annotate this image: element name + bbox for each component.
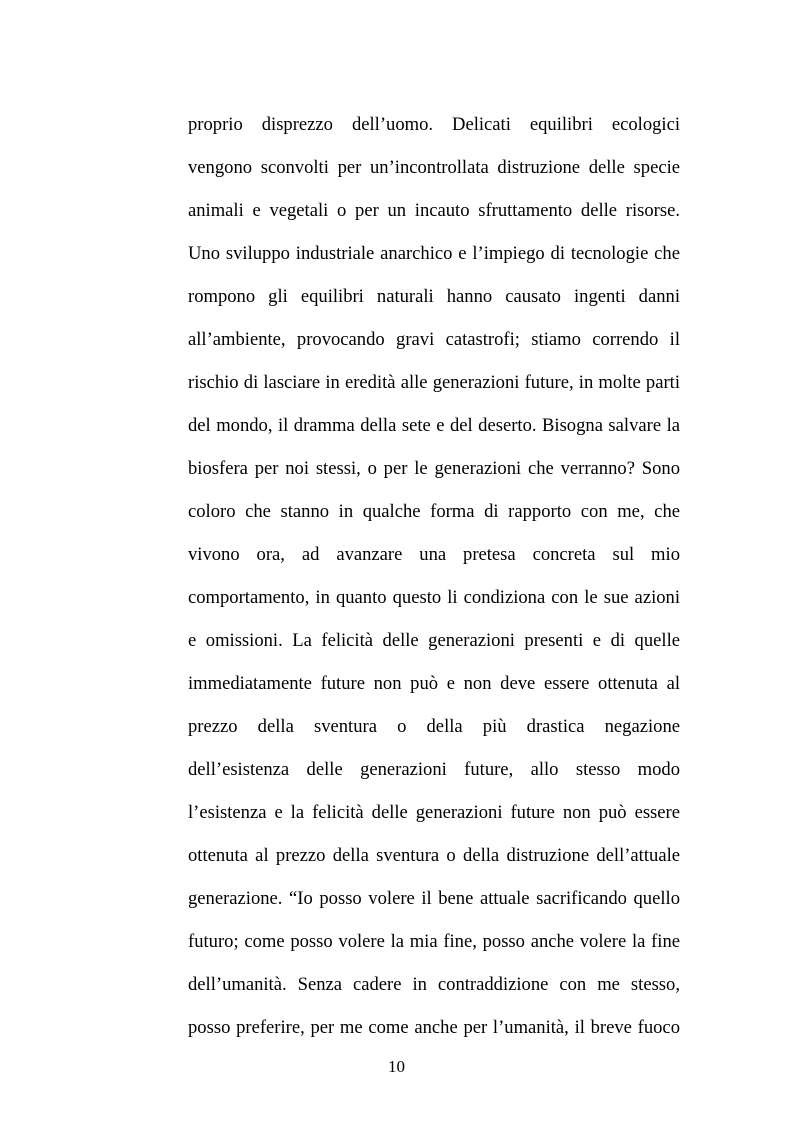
text-line: del mondo, il dramma della sete e del deserto. Bisogna salvare la (188, 415, 680, 436)
text-line: vivono ora, ad avanzare una pretesa concreta sul mio (188, 544, 680, 565)
text-line: all’ambiente, provocando gravi catastrofi; stiamo correndo il (188, 329, 680, 350)
body-text (188, 112, 680, 1058)
text-line: coloro che stanno in qualche forma di rapporto con me, che (188, 501, 680, 522)
text-line: proprio disprezzo dell’uomo. Delicati equilibri ecologici (188, 114, 680, 135)
text-line: ottenuta al prezzo della sventura o della distruzione dell’attuale (188, 845, 680, 866)
text-line: comportamento, in quanto questo li condiziona con le sue azioni (188, 587, 680, 608)
text-line: generazione. “Io posso volere il bene attuale sacrificando quello (188, 888, 680, 909)
page-number: 10 (388, 1057, 405, 1076)
text-line: Uno sviluppo industriale anarchico e l’impiego di tecnologie che (188, 243, 680, 264)
text-line: futuro; come posso volere la mia fine, posso anche volere la fine (188, 931, 680, 952)
text-line: e omissioni. La felicità delle generazioni presenti e di quelle (188, 630, 680, 651)
text-line: dell’umanità. Senza cadere in contraddizione con me stesso, (188, 974, 680, 995)
text-line: l’esistenza e la felicità delle generazioni future non può essere (188, 802, 680, 823)
text-line: prezzo della sventura o della più drastica negazione (188, 716, 680, 737)
text-line: rischio di lasciare in eredità alle generazioni future, in molte parti (188, 372, 680, 393)
text-line: vengono sconvolti per un’incontrollata distruzione delle specie (188, 157, 680, 178)
text-line: posso preferire, per me come anche per l’umanità, il breve fuoco (188, 1017, 680, 1038)
text-line: rompono gli equilibri naturali hanno causato ingenti danni (188, 286, 680, 307)
text-line: biosfera per noi stessi, o per le generazioni che verranno? Sono (188, 458, 680, 479)
text-line: dell’esistenza delle generazioni future, allo stesso modo (188, 759, 680, 780)
text-line: animali e vegetali o per un incauto sfruttamento delle risorse. (188, 200, 680, 221)
text-line: immediatamente future non può e non deve essere ottenuta al (188, 673, 680, 694)
